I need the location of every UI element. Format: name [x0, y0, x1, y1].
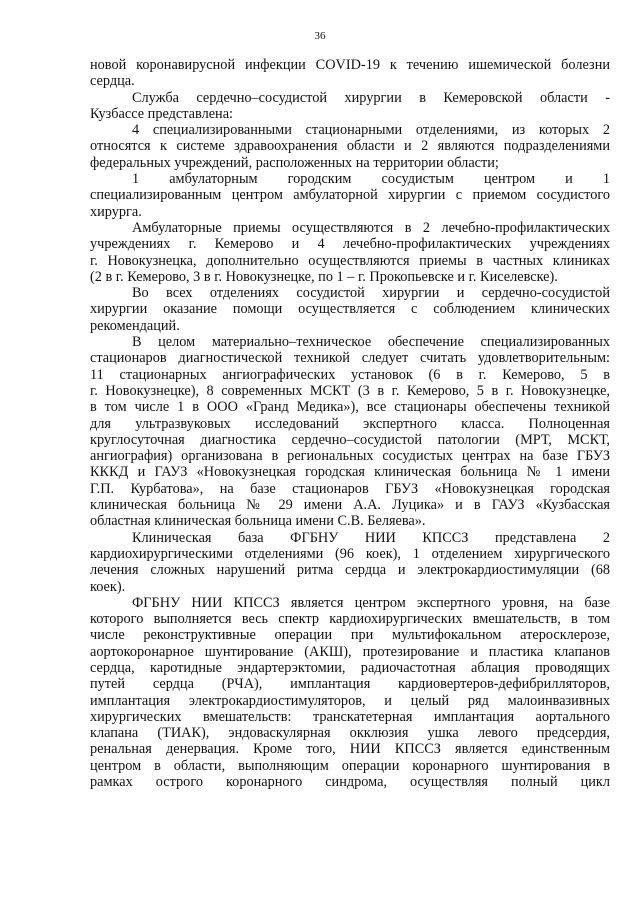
paragraph-covid-continuation [90, 57, 610, 90]
paragraph-ambulatory-center [90, 171, 610, 220]
text-line: аортокоронарное шунтирование (АКШ), протезирование и пластика клапанов [90, 643, 610, 660]
text-line: хирургических вмешательств: транскатетерная имплантация аортального [90, 708, 610, 725]
paragraph-expert-center [90, 595, 610, 791]
text-line: числе реконструктивные операции при мультифокальном атеросклерозе, [90, 627, 610, 644]
text-line: сердца. [90, 73, 135, 90]
text-line: в том числе 1 в ООО «Гранд Медика»), все стационары обеспечены техникой [90, 399, 610, 416]
text-line: хирурга. [90, 203, 142, 220]
text-line: кардиохирургическими отделениями (96 коек), 1 отделением хирургического [90, 545, 610, 562]
paragraph-specialized-departments [90, 122, 610, 171]
text-line: относятся к системе здравоохранения области и 2 являются подразделениями [90, 138, 610, 155]
paragraph-service-intro [90, 90, 610, 123]
paragraph-clinical-base [90, 530, 610, 595]
text-line: рекомендаций. [90, 317, 180, 334]
text-line: 1 амбулаторным городским сосудистым центром и 1 [132, 171, 610, 188]
text-line: круглосуточная диагностика сердечно–сосудистой патологии (МРТ, МСКТ, [90, 431, 610, 448]
text-line: областная клиническая больница имени С.В. Беляева». [90, 513, 426, 530]
text-line: для ультразвуковых исследований экспертного класса. Полноценная [90, 415, 610, 432]
text-line: Служба сердечно–сосудистой хирургии в Кемеровской области - [132, 89, 610, 106]
text-line: ангиография) организована в региональных сосудистых центрах на базе ГБУЗ [90, 448, 610, 465]
text-line: хирургии оказание помощи осуществляется с соблюдением клинических [90, 301, 610, 318]
text-line: федеральных учреждений, расположенных на территории области; [90, 154, 499, 171]
text-line: Г.П. Курбатова», на базе стационаров ГБУЗ «Новокузнецкая городская [90, 480, 610, 497]
text-line: стационаров диагностической техникой следует считать удовлетворительным: [90, 350, 610, 367]
text-line: учреждениях г. Кемерово и 4 лечебно-профилактических учреждениях [90, 236, 610, 253]
text-line: специализированным центром амбулаторной хирургии с приемом сосудистого [90, 187, 610, 204]
text-line: центром в области, выполняющим операции коронарного шунтирования в [90, 757, 610, 774]
paragraph-clinical-guidelines [90, 285, 610, 334]
document-body [90, 57, 610, 790]
page-number: 36 [314, 30, 326, 42]
text-line: клиническая больница № 29 имени А.А. Луцика» и в ГАУЗ «Кузбасская [90, 497, 610, 514]
text-line: ренальная денервация. Кроме того, НИИ КПССЗ является единственным [90, 741, 610, 758]
text-line: путей сердца (РЧА), имплантация кардиовертеров-дефибрилляторов, [90, 676, 610, 693]
text-line: ФГБНУ НИИ КПССЗ является центром экспертного уровня, на базе [132, 594, 610, 611]
text-line: сердца, каротидные эндартерэктомии, радиочастотная аблация проводящих [90, 659, 610, 676]
paragraph-equipment [90, 334, 610, 530]
text-line: Во всех отделениях сосудистой хирургии и сердечно-сосудистой [132, 285, 610, 302]
text-line: имплантация электрокардиостимуляторов, и целый ряд малоинвазивных [90, 692, 610, 709]
text-line: КККД и ГАУЗ «Новокузнецкая городская клиническая больница № 1 имени [90, 464, 610, 481]
text-line: 4 специализированными стационарными отделениями, из которых 2 [132, 122, 610, 139]
paragraph-ambulatory-appointments [90, 220, 610, 285]
text-line: Амбулаторные приемы осуществляются в 2 лечебно-профилактических [132, 219, 610, 236]
text-line: коек). [90, 578, 126, 595]
text-line: г. Новокузнецке), 8 современных МСКТ (3 в г. Кемерово, 5 в г. Новокузнецке, [90, 382, 610, 399]
text-line: которого выполняется весь спектр кардиохирургических вмешательств, в том [90, 611, 610, 628]
text-line: В целом материально–техническое обеспечение специализированных [132, 334, 610, 351]
text-line: Кузбассе представлена: [90, 105, 234, 122]
text-line: 11 стационарных ангиографических установок (6 в г. Кемерово, 5 в [90, 366, 610, 383]
text-line: лечения сложных нарушений ритма сердца и электрокардиостимуляции (68 [90, 562, 610, 579]
text-line: (2 в г. Кемерово, 3 в г. Новокузнецке, по 1 – г. Прокопьевске и г. Киселевске). [90, 268, 558, 285]
text-line: клапана (ТИАК), эндоваскулярная окклюзия ушка левого предсердия, [90, 725, 610, 742]
text-line: новой коронавирусной инфекции COVID-19 к течению ишемической болезни [90, 57, 610, 73]
text-line: Клиническая база ФГБНУ НИИ КПССЗ представлена 2 [132, 529, 610, 546]
text-line: г. Новокузнецка, дополнительно осуществляются приемы в частных клиниках [90, 252, 610, 269]
text-line: рамках острого коронарного синдрома, осуществляя полный цикл [90, 774, 610, 791]
